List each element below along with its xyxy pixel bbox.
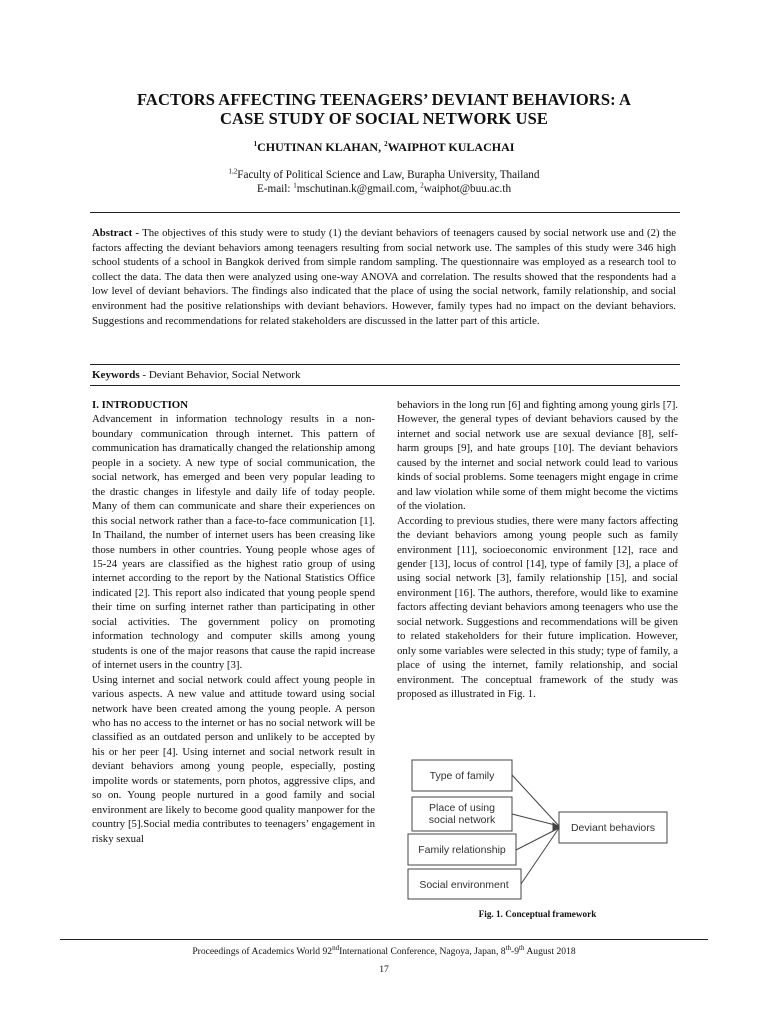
figure-caption: Fig. 1. Conceptual framework [478, 909, 597, 919]
footer-sup2: th [505, 943, 512, 952]
footer-sup3: th [519, 943, 525, 952]
footer-part2: International Conference, Nagoya, Japan, 8 [339, 946, 506, 957]
footer-text [60, 943, 708, 957]
intro-paragraph-3: behaviors in the long run [6] and fighting among young girls [7]. However, the general types of deviant behaviors caused by the internet and social network use are sexual deviance [8], self-harm groups [9], and hate groups [10]. The deviant behaviors caused by the internet and social network could lead to various kinds of social problems. Some teenagers might engage in crime and law violation while some of them might become the victims of the violation. [397, 399, 678, 513]
author1-name: CHUTINAN KLAHAN, [257, 140, 385, 154]
title-line-1: FACTORS AFFECTING TEENAGERS’ DEVIANT BEHAVIORS: A [136, 90, 632, 109]
conceptual-framework-diagram [400, 756, 678, 912]
label-type-of-family: Type of family [429, 770, 495, 782]
page-number: 17 [379, 964, 389, 975]
footer-part4: August 2018 [524, 946, 576, 957]
keywords-label: Keywords [92, 369, 140, 381]
divider-keywords-top [90, 364, 680, 365]
abstract-text: The objectives of this study were to study (1) the deviant behaviors of teenagers caused by social network use and (2) the factors affecting the deviant behaviors among teenagers resulting from social network use. The samples of this study were 346 high school students of a school in Bangkok derived from simple random sampling. The questionnaire was employed as a research tool to collect the data. The data then were analyzed using one-way ANOVA and correlation. The results showed that the respondents had a low level of deviant behaviors. The findings also indicated that the place of using the social network, family relationship, and social environment had the positive relationships with deviant behaviors. However, family types had no impact on the deviant behaviors. Suggestions and recommendations for related stakeholders are discussed in the latter part of this article. [92, 227, 677, 327]
email2-sup: 2 [420, 181, 424, 190]
right-column [397, 398, 678, 702]
arrow-place-of-using [512, 814, 559, 826]
author-list [60, 140, 708, 155]
affiliation-sup: 1,2 [228, 167, 238, 176]
abstract-label: Abstract - [92, 227, 143, 239]
label-place-of-using-1: Place of using [429, 802, 495, 814]
abstract [92, 226, 676, 328]
label-social-environment: Social environment [419, 879, 509, 891]
section-heading: I. INTRODUCTION [92, 399, 188, 411]
intro-paragraph-4: According to previous studies, there were many factors affecting the deviant behaviors among young people such as family environment [11], socioeconomic environment [12], race and gender [13], locus of control [14], type of family [3], a place of using social network [3], family relationship [15], and social environment [16]. The authors, therefore, would like to examine factors affecting deviant behaviors among teenagers who use the social network. Suggestions and recommendations will be given to related stakeholders for their future implication. However, only some variables were selected in this study; type of family, a place of using the internet, family relationship, and social environment. The conceptual framework of the study was proposed as illustrated in Fig. 1. [397, 514, 678, 701]
affiliation-text: Faculty of Political Science and Law, Burapha University, Thailand [237, 169, 540, 181]
email1: mschutinan.k@gmail.com, [296, 183, 421, 195]
email-line [60, 182, 708, 196]
divider-top [90, 212, 680, 213]
email2: waiphot@buu.ac.th [423, 183, 512, 195]
keywords-text: - Deviant Behavior, Social Network [139, 369, 301, 381]
divider-footer [60, 939, 708, 940]
label-place-of-using-2: social network [428, 814, 496, 826]
arrow-social-environment [521, 828, 559, 884]
label-family-relationship: Family relationship [418, 844, 506, 856]
author2-sup: 2 [384, 140, 388, 148]
affiliation-line [60, 168, 708, 182]
intro-paragraph-1: Advancement in information technology results in a non-boundary communication through internet. This pattern of communication has dramatically changed the relationship among people in a society. A new type of social communication, the social network, has emerged and been very popular leading to the drastic changes in lifestyle and daily life of today people. Many of them can communicate and share their experiences on this social network rather than a face-to-face communication [1]. In Thailand, the number of internet users has been creasing like those numbers in other countries. Young people whose ages of 15-24 years are classified as the highest ratio group of using internet according to the report by the National Statistics Office indicated [2]. This report also indicated that young people spend their time on surfing internet rather than participating in other social activities. The government policy on promoting information technology and computer skills among young students is one of the major reasons that cause the rapid increase of internet users in the country [3]. [92, 413, 375, 672]
email-prefix: E-mail: [256, 183, 294, 195]
author1-sup: 1 [253, 140, 258, 148]
arrow-type-of-family [512, 775, 559, 826]
title-line-2: CASE STUDY OF SOCIAL NETWORK USE [220, 109, 548, 128]
left-column [92, 398, 375, 846]
author2-name: WAIPHOT KULACHAI [387, 140, 515, 154]
footer-part3: -9 [511, 946, 520, 957]
paper-title [60, 90, 708, 128]
intro-paragraph-2: Using internet and social network could affect young people in various aspects. A new value and attitude toward using social network have been created among the young people. A person who has no access to the internet or has no social network will be classified as an outdated person and unlikely to be accepted by his or her peer [4]. Using internet and social network result in deviant behaviors among young people, especially, posting impolite words or statements, porn photos, aggressive clips, and so on. Young people nurtured in a good family and social environment are likely to become good quality manpower for the country [5].Social media contributes to teenagers’ engagement in risky sexual [92, 673, 375, 845]
divider-keywords-bottom [90, 385, 680, 386]
affiliation [60, 168, 708, 196]
keywords [92, 369, 676, 381]
label-deviant-behaviors: Deviant behaviors [570, 822, 656, 834]
email1-sup: 1 [293, 181, 297, 190]
footer-sup1: nd [332, 943, 340, 952]
footer-part1: Proceedings of Academics World 92 [192, 946, 333, 957]
